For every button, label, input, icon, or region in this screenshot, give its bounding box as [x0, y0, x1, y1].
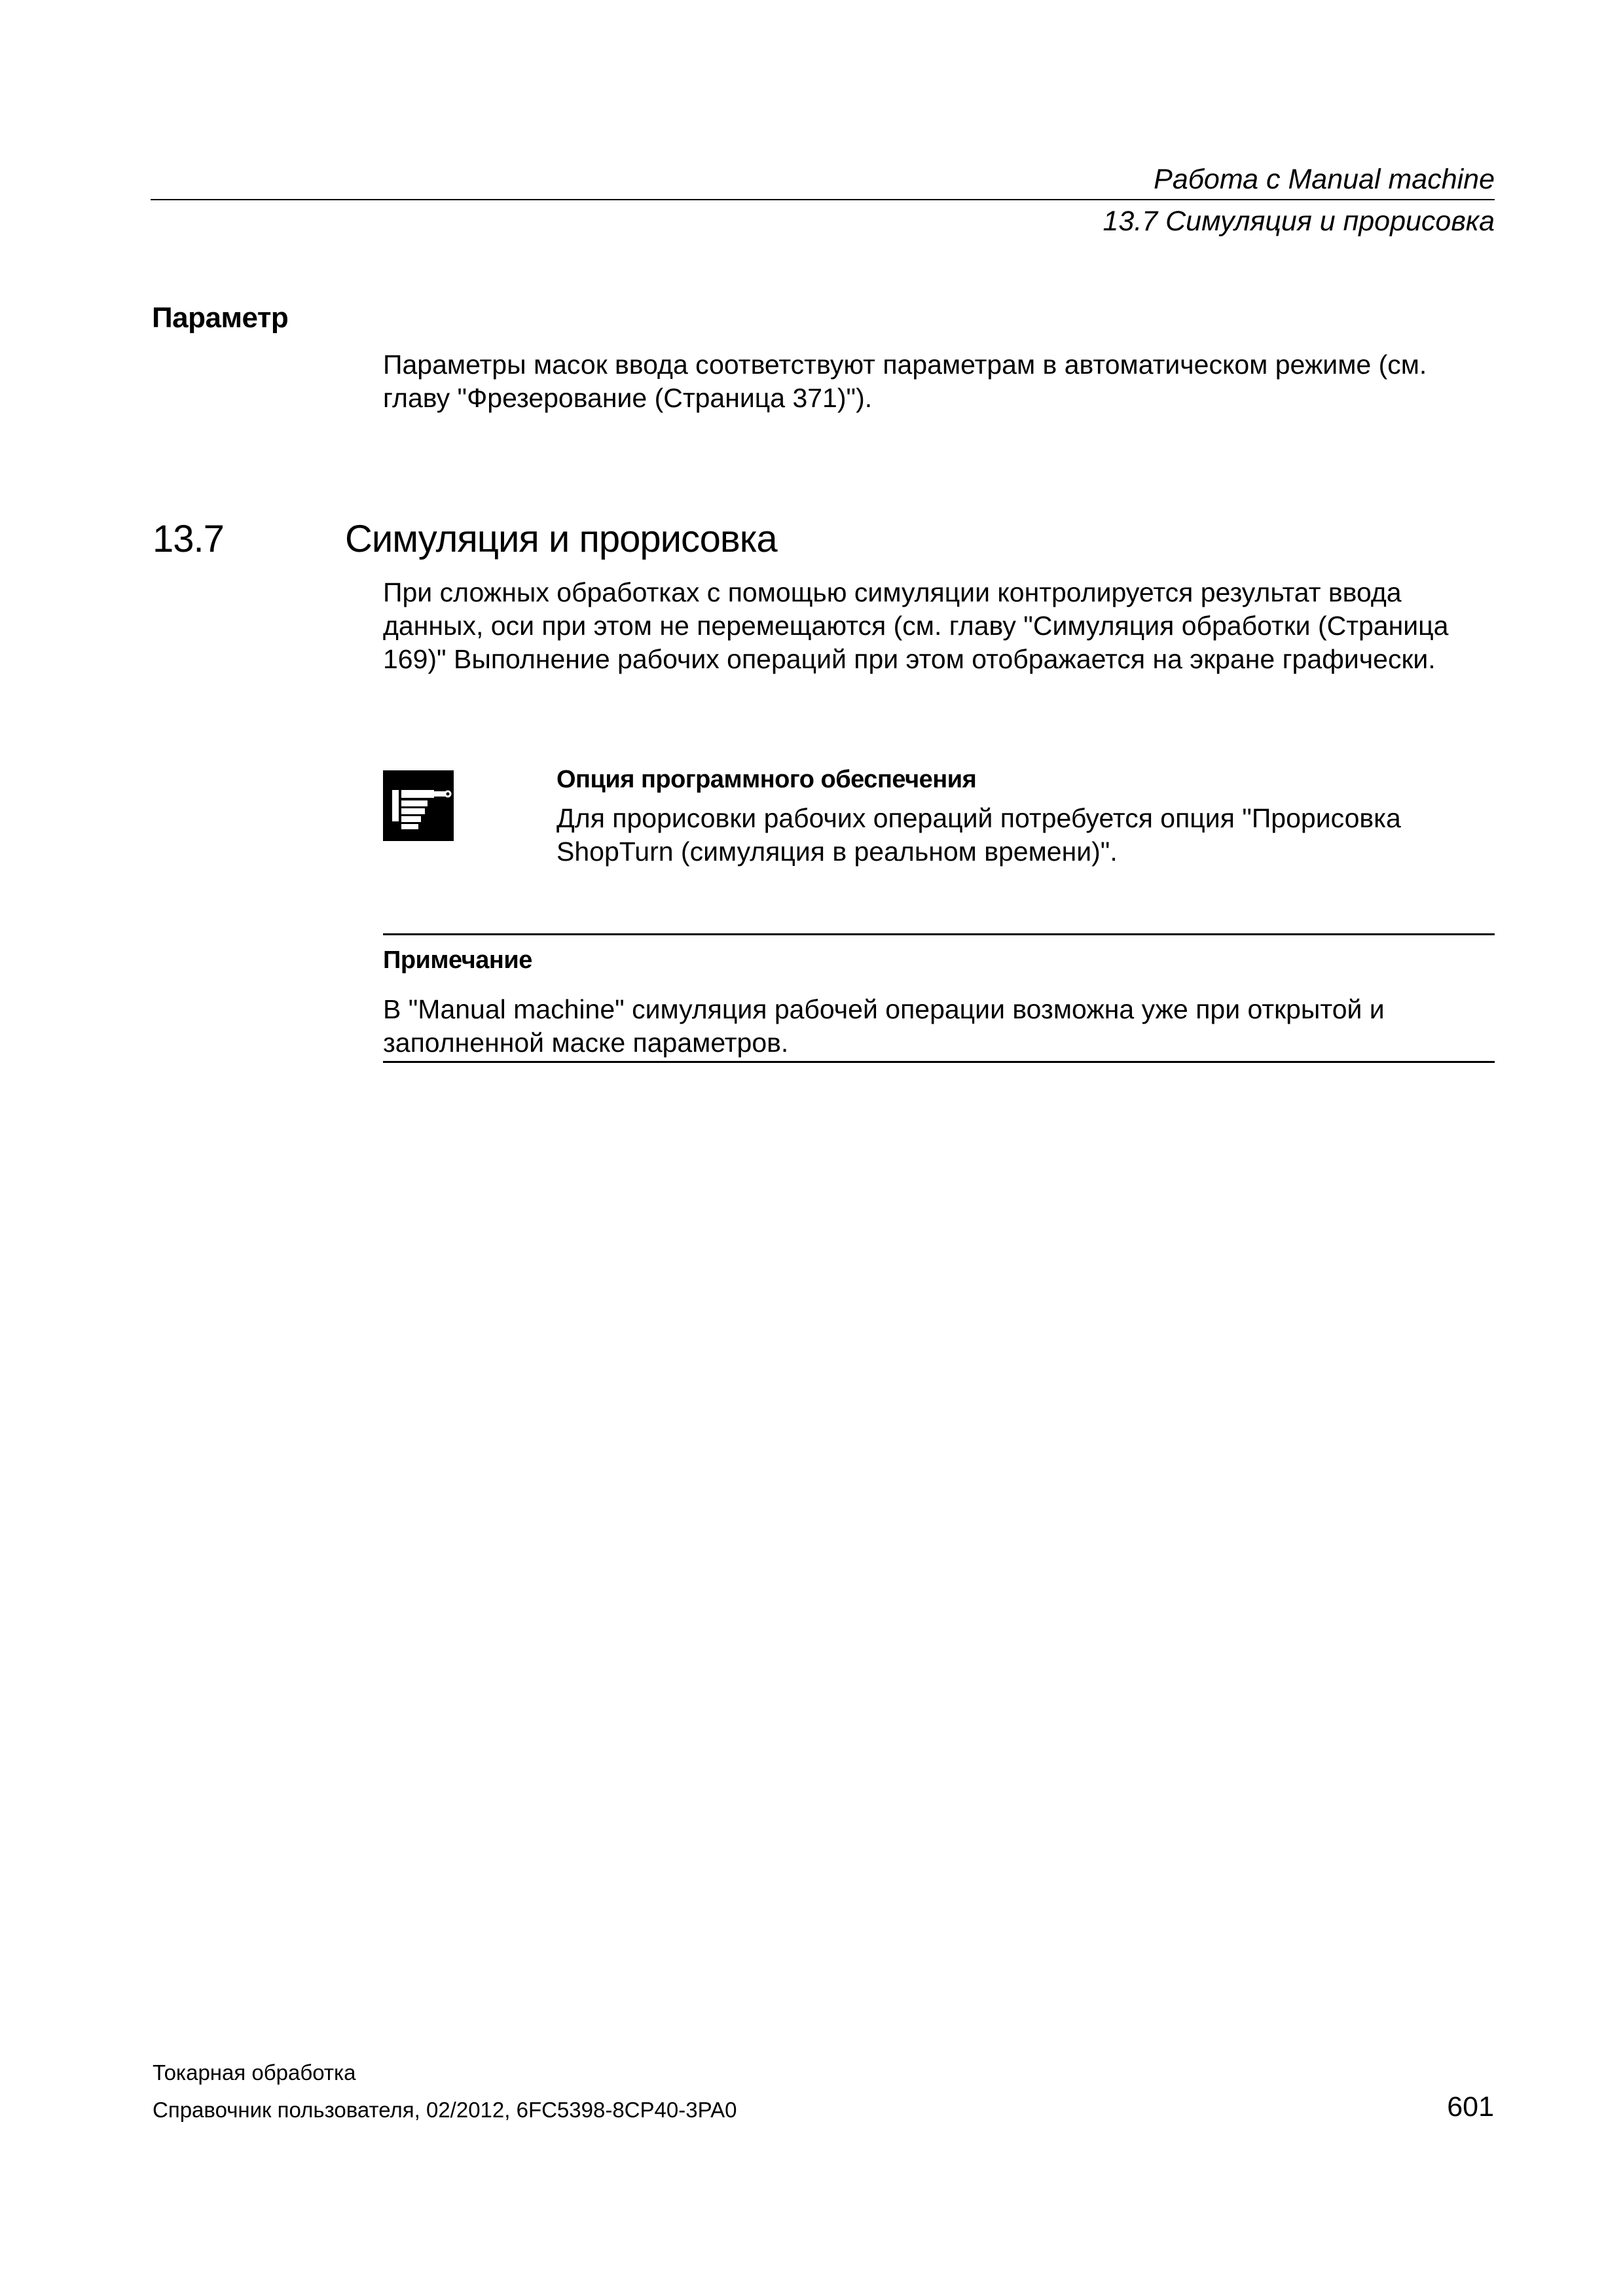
software-option-paragraph: Для прорисовки рабочих операций потребуется опция "Прорисовка ShopTurn (симуляция в реальном времени)". — [556, 803, 1401, 867]
header-divider — [151, 199, 1495, 200]
note-paragraph: В "Manual machine" симуляция рабочей операции возможна уже при открытой и заполненной маске параметров. — [383, 994, 1385, 1058]
section-title: Симуляция и прорисовка — [345, 518, 777, 560]
pointing-hand-icon — [383, 770, 454, 841]
parameter-heading: Параметр — [152, 302, 289, 334]
section-number: 13.7 — [153, 518, 224, 560]
note-top-rule — [383, 933, 1495, 935]
section-paragraph: При сложных обработках с помощью симуляции контролируется результат ввода данных, оси при этом не перемещаются (см. главу "Симуляция обработки (Страница 169)" Выполнение рабочих операций при этом отображается на экране графически. — [383, 577, 1449, 674]
running-header-section: 13.7 Симуляция и прорисовка — [1103, 206, 1495, 237]
note-heading: Примечание — [383, 946, 532, 974]
page-number: 601 — [1447, 2091, 1494, 2123]
footer-edition: Справочник пользователя, 02/2012, 6FC5398-8CP40-3PA0 — [153, 2098, 737, 2122]
footer-manual-title: Токарная обработка — [153, 2060, 356, 2085]
note-bottom-rule — [383, 1061, 1495, 1063]
software-option-heading: Опция программного обеспечения — [556, 766, 977, 793]
running-header-chapter: Работа с Manual machine — [1154, 164, 1495, 195]
parameter-paragraph: Параметры масок ввода соответствуют параметрам в автоматическом режиме (см. главу "Фрезерование (Страница 371)"). — [383, 350, 1427, 413]
